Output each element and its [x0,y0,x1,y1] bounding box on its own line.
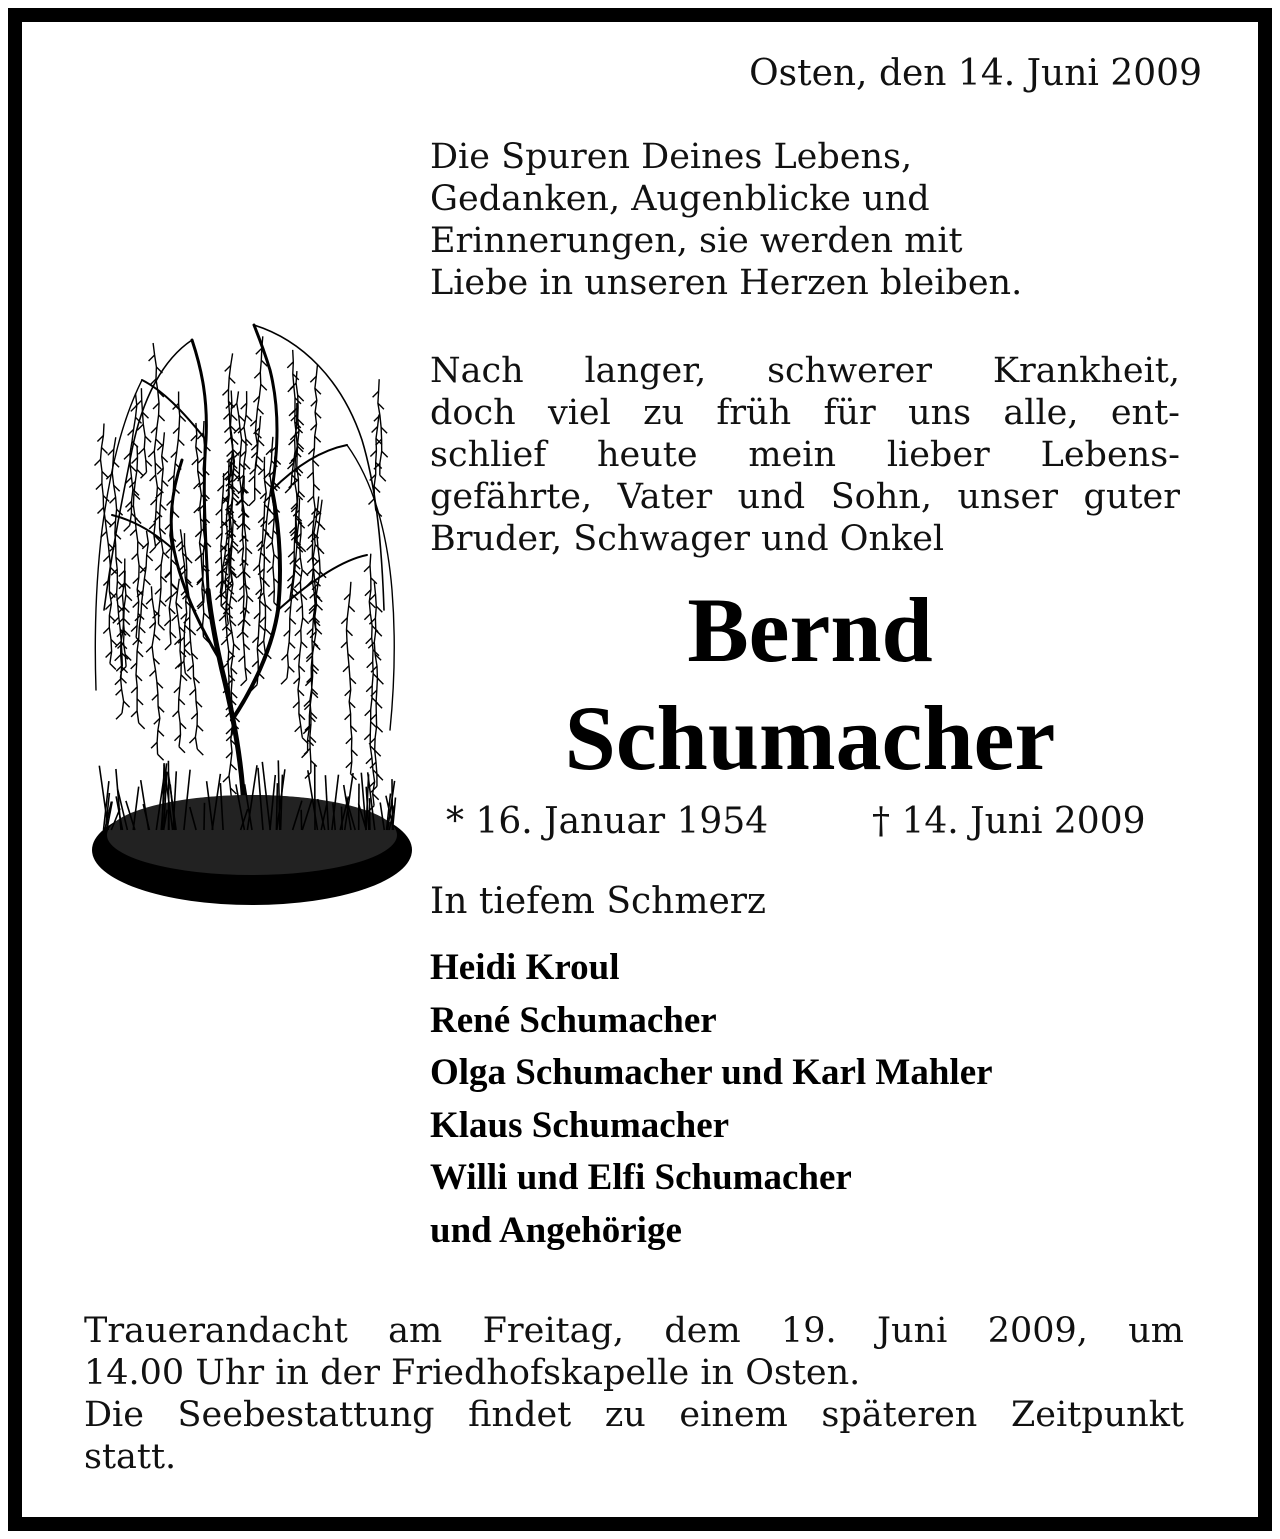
poem-line: Liebe in unseren Herzen bleiben. [430,263,1023,303]
notice-line: Trauerandacht am Freitag, dem 19. Juni 2009, um [84,1311,1184,1351]
announcement-line: Bruder, Schwager und Onkel [430,519,945,559]
notice-line: 14.00 Uhr in der Friedhofskapelle in Osten. [84,1353,861,1393]
poem-line: Erinnerungen, sie werden mit [430,221,963,261]
notice-line: Die Seebestattung findet zu einem späteren Zeitpunkt [84,1395,1184,1435]
birth-date: * 16. Januar 1954 [446,801,769,842]
funeral-notice [84,1310,1184,1478]
announcement-line: Nach langer, schwerer Krankheit, [430,351,1180,391]
notice-line: statt. [84,1437,177,1477]
deceased-last-name: Schumacher [564,687,1056,789]
death-announcement [430,350,1180,560]
death-date: † 14. Juni 2009 [872,801,1146,842]
announcement-line: doch viel zu früh für uns alle, ent- [430,393,1180,433]
mourner-name: Klaus Schumacher [430,1104,730,1146]
poem-line: Die Spuren Deines Lebens, [430,137,913,177]
mourner-name: Heidi Kroul [430,947,620,988]
mourner-name: Olga Schumacher und Karl Mahler [430,1052,993,1093]
dateline: Osten, den 14. Juni 2009 [749,53,1202,94]
weeping-willow-icon [82,290,422,950]
announcement-line: gefährte, Vater und Sohn, unser guter [430,477,1180,517]
grief-line: In tiefem Schmerz [430,881,766,922]
memorial-poem [430,136,1150,304]
deceased-first-name: Bernd [687,579,933,681]
poem-line: Gedanken, Augenblicke und [430,179,930,219]
mourners-list [430,942,993,1257]
mourner-name: René Schumacher [430,999,717,1041]
mourner-name: Willi und Elfi Schumacher [430,1157,852,1198]
announcement-line: schlief heute mein lieber Lebens- [430,435,1180,475]
mourner-name: und Angehörige [430,1209,682,1251]
